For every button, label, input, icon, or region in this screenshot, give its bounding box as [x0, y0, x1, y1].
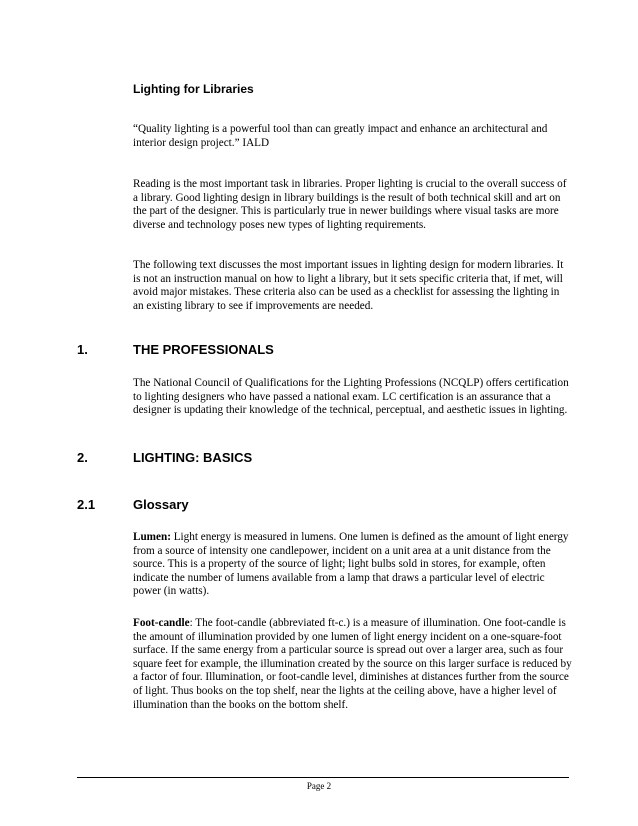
section-title: LIGHTING: BASICS	[133, 450, 253, 465]
glossary-definition: Light energy is measured in lumens. One lumen is defined as the amount of light energy from a source of intensity one candlepower, incident on a unit area at a unit distance from the source. This is a property of the source of light; light bulbs sold in stores, for example, often indicate the number of lumens available from a lamp that draws a particular level of electric power (in watts).	[133, 531, 569, 598]
glossary-term: Foot-candle	[133, 617, 190, 629]
opening-quote: “Quality lighting is a powerful tool than can greatly impact and enhance an architectural and interior design project.” IALD	[133, 123, 548, 149]
section-title: Glossary	[133, 497, 189, 512]
section-title: THE PROFESSIONALS	[133, 342, 274, 357]
glossary-term: Lumen:	[133, 531, 171, 543]
intro-paragraph-2: The following text discusses the most important issues in lighting design for modern libraries. It is not an instruction manual on how to light a library, but it sets specific criteria that, if met, will avoid major mistakes. These criteria also can be used as a checklist for assessing the lighting in an existing library to see if improvements are needed.	[133, 259, 564, 312]
professionals-paragraph: The National Council of Qualifications for the Lighting Professions (NCQLP) offers certification to lighting designers who have passed a national exam. LC certification is an assurance that a designer is updating their knowledge of the technical, perceptual, and aesthetic issues in lighting.	[133, 377, 569, 417]
glossary-entry-lumen	[133, 531, 585, 599]
section-number: 2.1	[77, 497, 96, 512]
document-title: Lighting for Libraries	[133, 82, 254, 96]
section-number: 1.	[77, 342, 88, 357]
intro-paragraph-1: Reading is the most important task in libraries. Proper lighting is crucial to the overall success of a library. Good lighting design in library buildings is the result of both technical skill and art on the part of the designer. This is particularly true in newer buildings where visual tasks are more diverse and technology poses new types of lighting requirements.	[133, 178, 567, 231]
glossary-definition: : The foot-candle (abbreviated ft-c.) is a measure of illumination. One foot-candle is the amount of illumination provided by one lumen of light energy incident on a one-square-foot surface. If the same energy from a particular source is spread out over a larger area, such as four square feet for example, the illumination created by the source on this larger surface is reduced by a factor of four. Illumination, or foot-candle level, diminishes at distances further from the source of light. Thus books on the top shelf, near the lights at the ceiling above, have a higher level of illumination than the books on the bottom shelf.	[133, 617, 572, 711]
section-number: 2.	[77, 450, 88, 465]
glossary-entry-foot-candle	[133, 617, 585, 712]
footer-divider	[77, 777, 569, 778]
page-number: Page 2	[306, 781, 332, 791]
